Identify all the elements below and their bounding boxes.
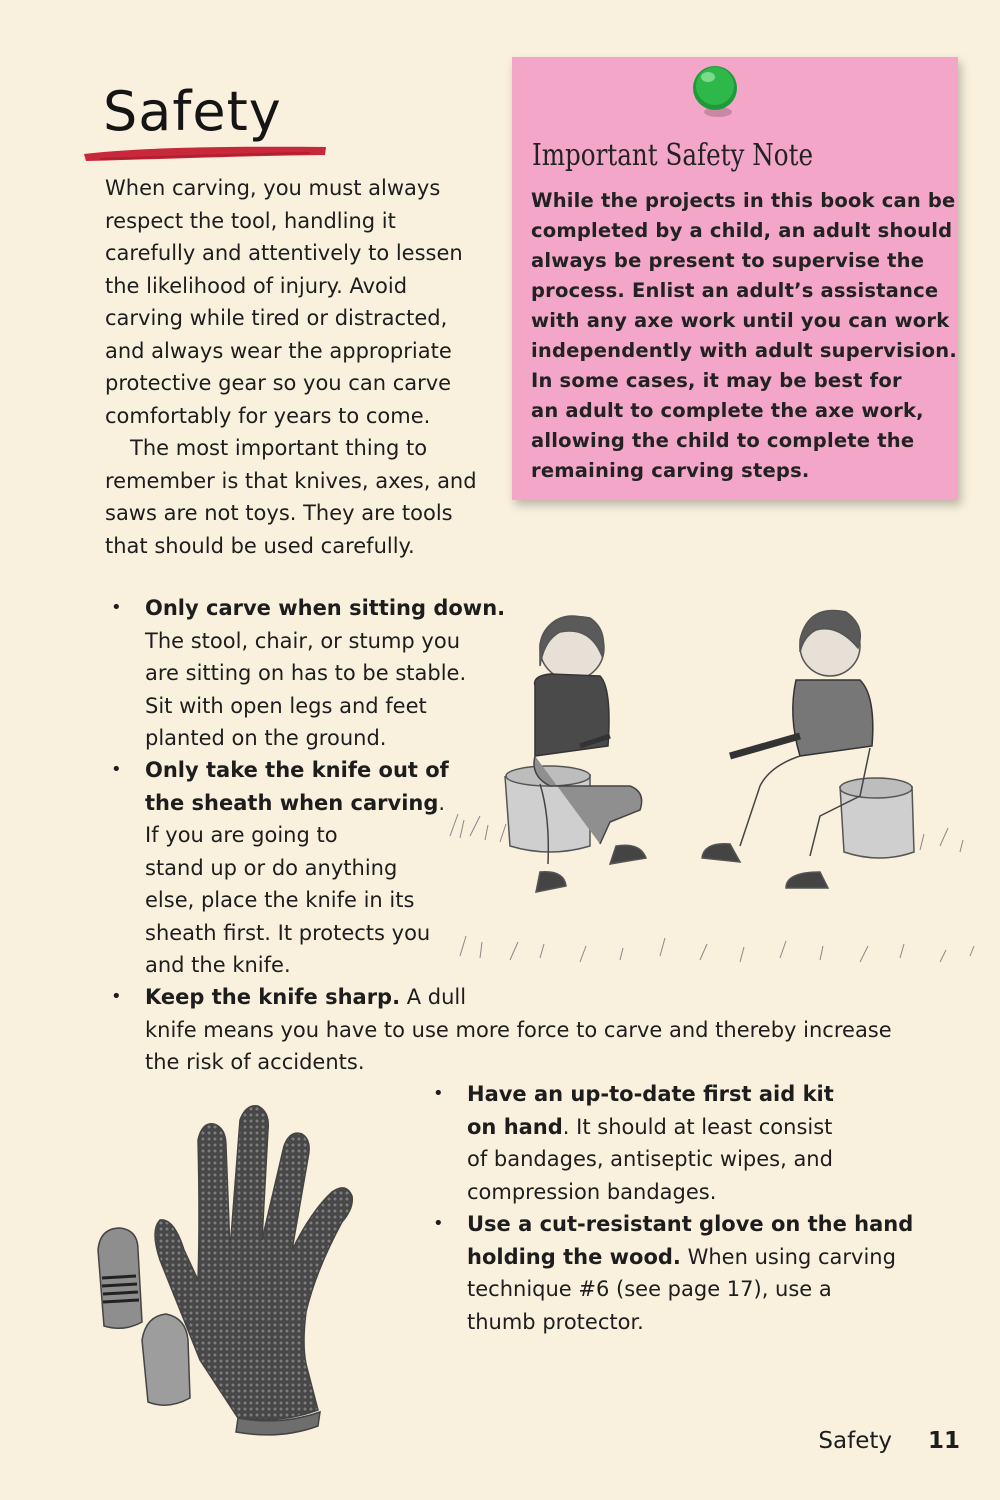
bullet-text: When using carving <box>680 1244 896 1269</box>
bullet-dot: • <box>433 1213 444 1234</box>
text-line: The most important thing to <box>130 436 428 460</box>
text-line: and always wear the appropriate <box>105 338 452 363</box>
bullet-cut-glove <box>433 1208 914 1338</box>
bullet-dot: • <box>111 986 122 1007</box>
text-line: that should be used carefully. <box>105 533 415 558</box>
text-line: planted on the ground. <box>145 726 387 750</box>
note-line: allowing the child to complete the <box>531 429 915 452</box>
footer-section-label: Safety <box>818 1428 892 1454</box>
text-line: technique #6 (see page 17), use a <box>467 1277 832 1301</box>
page-title: Safety <box>103 80 282 143</box>
text-line: carefully and attentively to lessen <box>105 241 463 265</box>
intro-paragraph-2 <box>105 432 495 562</box>
note-line: with any axe work until you can work <box>531 309 950 332</box>
note-line: always be present to supervise the <box>531 249 925 272</box>
note-body <box>531 186 957 486</box>
note-line: independently with adult supervision. <box>531 339 957 362</box>
title-underline <box>80 140 330 166</box>
note-line: process. Enlist an adult’s assistance <box>531 279 939 302</box>
bullet-text: . It should at least consist <box>562 1114 833 1139</box>
bullet-heading: Keep the knife sharp. <box>145 985 401 1009</box>
bullet-heading: holding the wood. <box>467 1244 681 1269</box>
text-line: protective gear so you can carve <box>105 371 452 395</box>
kids-carving-illustration <box>440 596 980 986</box>
text-line: If you are going to <box>145 823 338 847</box>
bullet-dot: • <box>433 1083 444 1104</box>
pushpin-icon <box>688 62 744 122</box>
note-line: In some cases, it may be best for <box>531 369 902 392</box>
text-line: respect the tool, handling it <box>105 208 396 233</box>
note-line: completed by a child, an adult should <box>531 219 953 242</box>
text-line: the risk of accidents. <box>145 1050 365 1074</box>
bullet-heading: Only take the knife out of <box>145 758 449 782</box>
text-line: the likelihood of injury. Avoid <box>105 273 408 298</box>
bullet-first-aid <box>433 1078 907 1208</box>
bullet-sheath <box>111 754 475 982</box>
text-line: carving while tired or distracted, <box>105 306 448 330</box>
glove-illustration <box>80 1100 420 1440</box>
text-line: When carving, you must always <box>105 176 441 200</box>
text-line: are sitting on has to be stable. <box>145 661 467 685</box>
text-line: thumb protector. <box>467 1309 644 1334</box>
text-line: else, place the knife in its <box>145 888 415 912</box>
note-line: remaining carving steps. <box>531 459 810 482</box>
bullet-heading: Only carve when sitting down. <box>145 596 506 620</box>
bullet-text: . <box>438 790 446 815</box>
text-line: remember is that knives, axes, and <box>105 468 477 493</box>
text-line: stand up or do anything <box>145 855 398 880</box>
intro-text <box>105 172 495 562</box>
text-line: and the knife. <box>145 953 291 977</box>
intro-paragraph-1 <box>105 172 495 432</box>
text-line: Sit with open legs and feet <box>145 693 427 718</box>
bullet-heading: the sheath when carving <box>145 790 439 815</box>
text-line: knife means you have to use more force to carve and thereby increase <box>145 1017 892 1042</box>
bullet-text: A dull <box>400 985 467 1009</box>
bullet-heading: Have an up-to-date first aid kit <box>467 1082 834 1106</box>
text-line: of bandages, antiseptic wipes, and <box>467 1147 833 1171</box>
bullet-dot: • <box>111 597 122 618</box>
text-line: The stool, chair, or stump you <box>145 628 461 653</box>
bullet-dot: • <box>111 759 122 780</box>
bullet-heading: Use a cut-resistant glove on the hand <box>467 1212 914 1236</box>
note-title: Important Safety Note <box>532 138 814 173</box>
bullet-sharp-knife <box>111 981 925 1079</box>
page-number: 11 <box>927 1428 960 1454</box>
bullet-heading: on hand <box>467 1114 563 1139</box>
text-line: comfortably for years to come. <box>105 403 431 428</box>
page-footer <box>818 1424 960 1458</box>
note-line: an adult to complete the axe work, <box>531 399 924 422</box>
text-line: compression bandages. <box>467 1179 717 1204</box>
text-line: saws are not toys. They are tools <box>105 501 453 525</box>
text-line: sheath first. It protects you <box>145 920 431 945</box>
note-line: While the projects in this book can be <box>531 189 956 212</box>
